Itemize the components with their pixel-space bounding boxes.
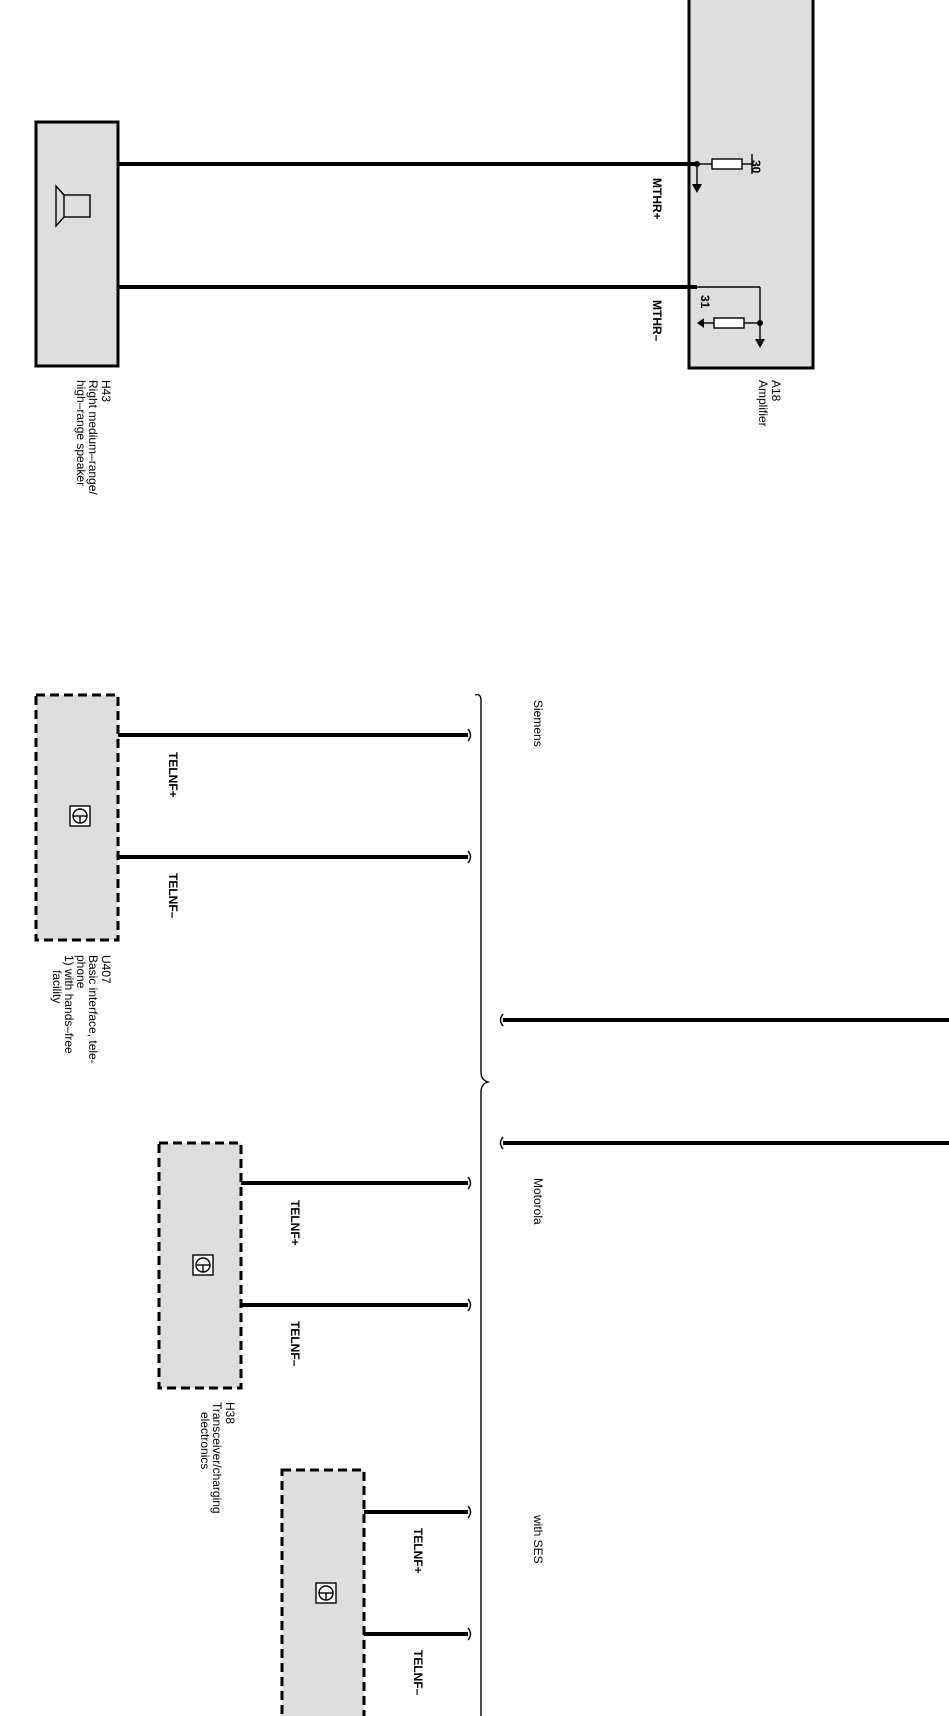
amplifier-pin-31-label: 31 — [698, 295, 712, 309]
variant-siemens: Siemens — [531, 700, 545, 747]
phone-icon — [193, 1255, 213, 1275]
wire-u407-telnf-plus-end — [468, 729, 471, 741]
h38-id: H38 — [223, 1402, 237, 1425]
module-u407[interactable] — [36, 695, 118, 1064]
h38-line1: Transceiver/charging — [210, 1402, 224, 1514]
speaker-name-line2: high–range speaker — [74, 380, 88, 487]
amplifier-name: Amplifier — [756, 380, 770, 427]
signal-ses-telnf-plus: TELNF+ — [411, 1528, 425, 1574]
u407-line2: phone — [74, 955, 88, 989]
amplifier-pin-30-label: 30 — [749, 160, 763, 174]
h38-line2: electronics — [198, 1412, 212, 1470]
bus-wire-upper-end — [501, 1014, 504, 1026]
module-h38[interactable] — [159, 1143, 241, 1514]
amplifier-box[interactable] — [689, 0, 813, 368]
variant-ses: with SES — [531, 1515, 545, 1564]
u407-line1: Basic interface, tele- — [86, 955, 100, 1064]
amplifier-id: A18 — [769, 380, 783, 402]
signal-ses-telnf-minus: TELNF– — [411, 1650, 425, 1696]
wire-u407-telnf-minus-end — [468, 851, 471, 863]
phone-icon — [316, 1583, 336, 1603]
variant-motorola: Motorola — [531, 1178, 545, 1225]
wire-h38-telnf-plus-end — [468, 1177, 471, 1189]
variant-bracket — [475, 695, 488, 1716]
signal-mthr-plus: MTHR+ — [650, 178, 664, 220]
speaker-id: H43 — [99, 380, 113, 403]
wire-h38-telnf-minus-end — [468, 1299, 471, 1311]
variant-brace — [475, 695, 488, 1716]
phone-icon — [70, 806, 90, 826]
speaker-name-line1: Right medium–range/ — [86, 380, 100, 495]
speaker-box[interactable] — [36, 122, 118, 366]
wire-ses-telnf-minus-end — [468, 1628, 471, 1640]
speaker-h43[interactable] — [36, 122, 118, 495]
module-ses[interactable] — [282, 1470, 364, 1716]
u407-line4: facility — [50, 970, 64, 1004]
amplifier-a18[interactable] — [689, 0, 813, 427]
signal-u407-telnf-minus: TELNF– — [166, 873, 180, 919]
signal-h38-telnf-minus: TELNF– — [288, 1321, 302, 1367]
signal-mthr-minus: MTHR– — [650, 300, 664, 342]
signal-h38-telnf-plus: TELNF+ — [288, 1200, 302, 1246]
wire-ses-telnf-plus-end — [468, 1506, 471, 1518]
signal-u407-telnf-plus: TELNF+ — [166, 752, 180, 798]
u407-id: U407 — [99, 955, 113, 984]
bus-wire-lower-end — [501, 1137, 504, 1149]
u407-line3: 1) with hands–free — [62, 955, 76, 1054]
